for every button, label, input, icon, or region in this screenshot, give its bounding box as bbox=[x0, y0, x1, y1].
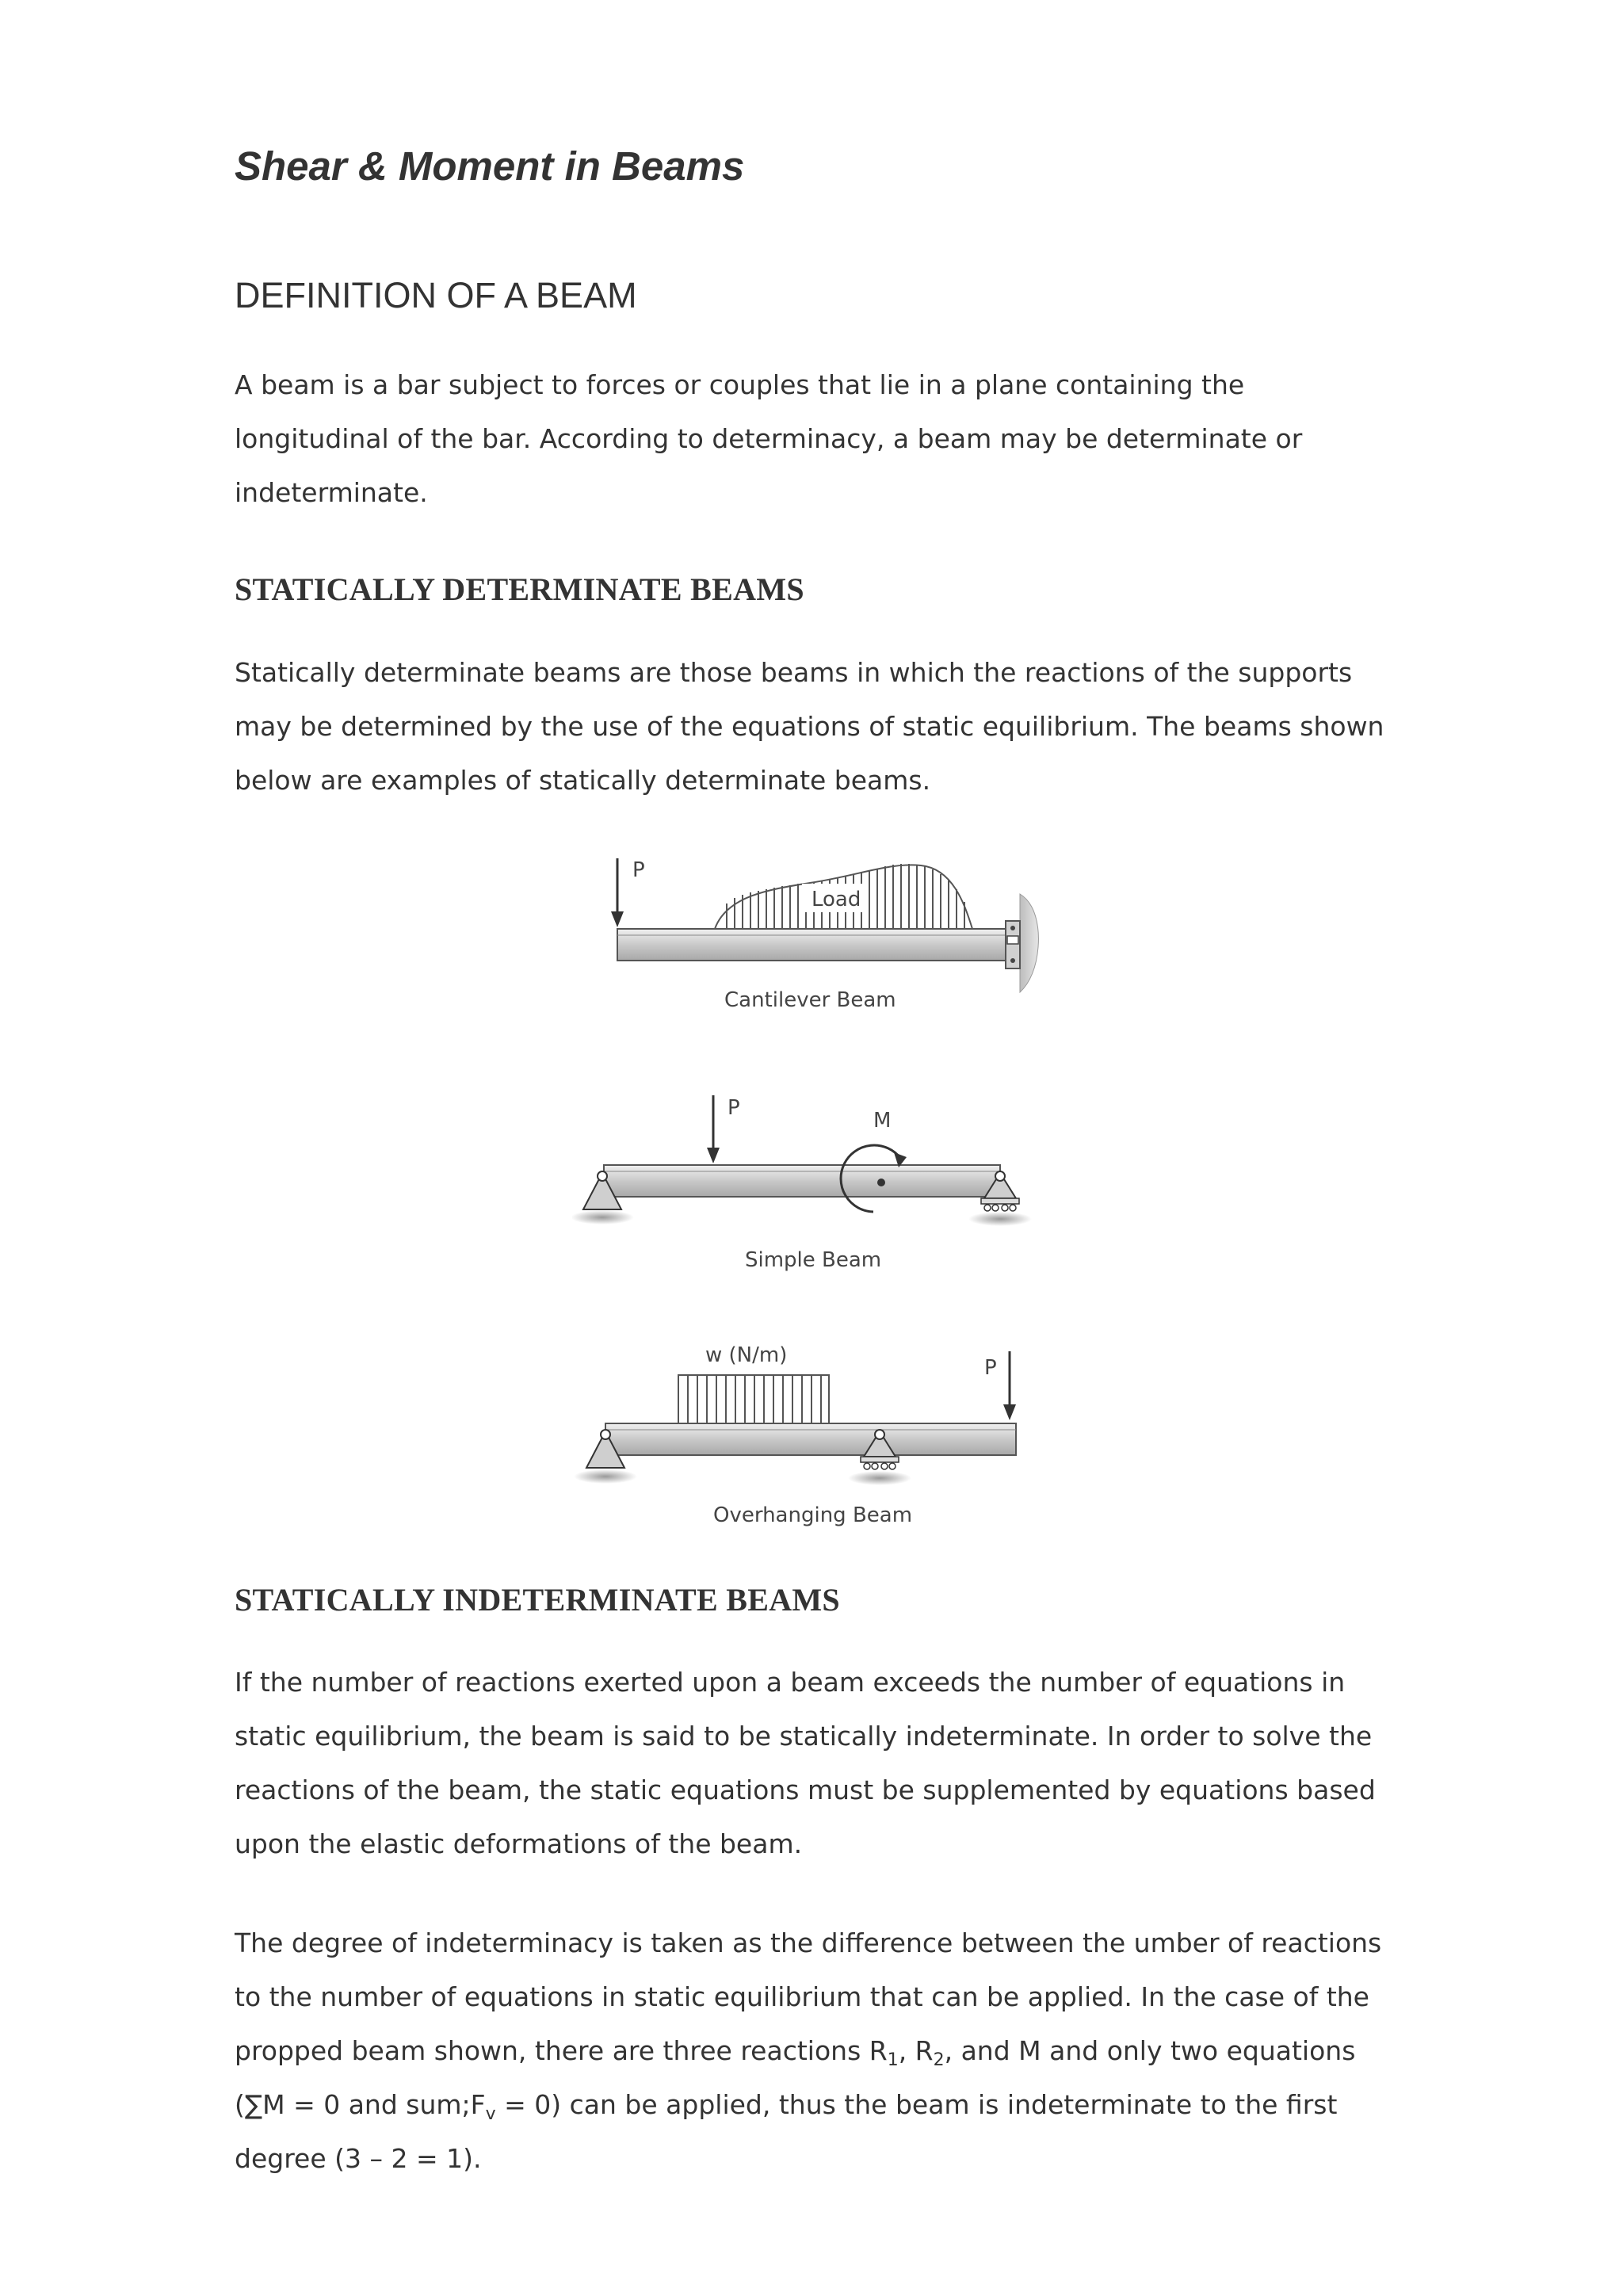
simple-force-arrow bbox=[707, 1095, 720, 1163]
overhanging-beam bbox=[605, 1423, 1016, 1455]
text-fragment: , and M and only two equations bbox=[944, 2035, 1356, 2066]
page-title: Shear & Moment in Beams bbox=[235, 143, 745, 189]
text-line: to the number of equations in static equilibrium that can be applied. In the case of the bbox=[235, 1981, 1369, 2012]
text-line: Statically determinate beams are those beams in which the reactions of the supports bbox=[235, 657, 1353, 688]
simple-beam-diagram bbox=[572, 1095, 1032, 1272]
indeterminate-paragraph-2 bbox=[235, 1916, 1400, 2186]
subscript: 1 bbox=[887, 2050, 899, 2070]
cantilever-force-arrow bbox=[611, 858, 624, 927]
simple-caption: Simple Beam bbox=[745, 1248, 882, 1272]
subscript: 2 bbox=[933, 2050, 945, 2070]
distributed-load-label: w (N/m) bbox=[705, 1343, 788, 1367]
cantilever-force-label: P bbox=[632, 858, 645, 882]
moment-label: M bbox=[873, 1109, 892, 1133]
overhanging-beam-diagram bbox=[574, 1343, 1016, 1527]
overhang-force-arrow bbox=[1003, 1351, 1016, 1420]
definition-paragraph bbox=[235, 358, 1400, 520]
text-line: A beam is a bar subject to forces or couples that lie in a plane containing the bbox=[235, 369, 1245, 400]
text-line bbox=[235, 2078, 1400, 2132]
text-line: upon the elastic deformations of the beam. bbox=[235, 1828, 803, 1859]
cantilever-beam-diagram bbox=[611, 858, 1038, 1012]
text-line: may be determined by the use of the equations of static equilibrium. The beams shown bbox=[235, 711, 1384, 742]
subscript: v bbox=[485, 2104, 496, 2124]
text-line bbox=[235, 2024, 1400, 2078]
indeterminate-heading: STATICALLY INDETERMINATE BEAMS bbox=[235, 1582, 840, 1618]
overhang-force-label: P bbox=[984, 1356, 997, 1380]
text-fragment: propped beam shown, there are three reactions R bbox=[235, 2035, 888, 2066]
uniform-distributed-load bbox=[678, 1375, 829, 1423]
simple-force-label: P bbox=[727, 1096, 740, 1120]
simple-beam bbox=[604, 1165, 1000, 1197]
text-fragment: (∑M = 0 and sum;F bbox=[235, 2089, 486, 2120]
text-line: below are examples of statically determinate beams. bbox=[235, 765, 931, 796]
definition-heading: DEFINITION OF A BEAM bbox=[235, 275, 637, 315]
text-line: longitudinal of the bar. According to determinacy, a beam may be determinate or bbox=[235, 423, 1303, 454]
beam-types-figure bbox=[572, 848, 1064, 1538]
text-line: If the number of reactions exerted upon a beam exceeds the number of equations in bbox=[235, 1667, 1346, 1698]
text-line: reactions of the beam, the static equations must be supplemented by equations based bbox=[235, 1775, 1376, 1805]
overhanging-caption: Overhanging Beam bbox=[713, 1503, 913, 1527]
determinate-paragraph bbox=[235, 646, 1400, 808]
determinate-heading: STATICALLY DETERMINATE BEAMS bbox=[235, 571, 804, 607]
beam-diagrams bbox=[572, 848, 1064, 1538]
text-line: The degree of indeterminacy is taken as the difference between the umber of reactions bbox=[235, 1927, 1382, 1958]
load-label: Load bbox=[812, 888, 861, 911]
cantilever-caption: Cantilever Beam bbox=[724, 988, 896, 1012]
indeterminate-paragraph-1 bbox=[235, 1656, 1400, 1871]
text-fragment: , R bbox=[898, 2035, 934, 2066]
cantilever-beam bbox=[617, 929, 1006, 961]
text-line: indeterminate. bbox=[235, 477, 428, 508]
text-line: degree (3 – 2 = 1). bbox=[235, 2143, 482, 2174]
fixed-wall-support bbox=[1006, 894, 1038, 992]
text-fragment: = 0) can be applied, thus the beam is indeterminate to the first bbox=[495, 2089, 1338, 2120]
text-line: static equilibrium, the beam is said to be statically indeterminate. In order to solve the bbox=[235, 1721, 1373, 1752]
